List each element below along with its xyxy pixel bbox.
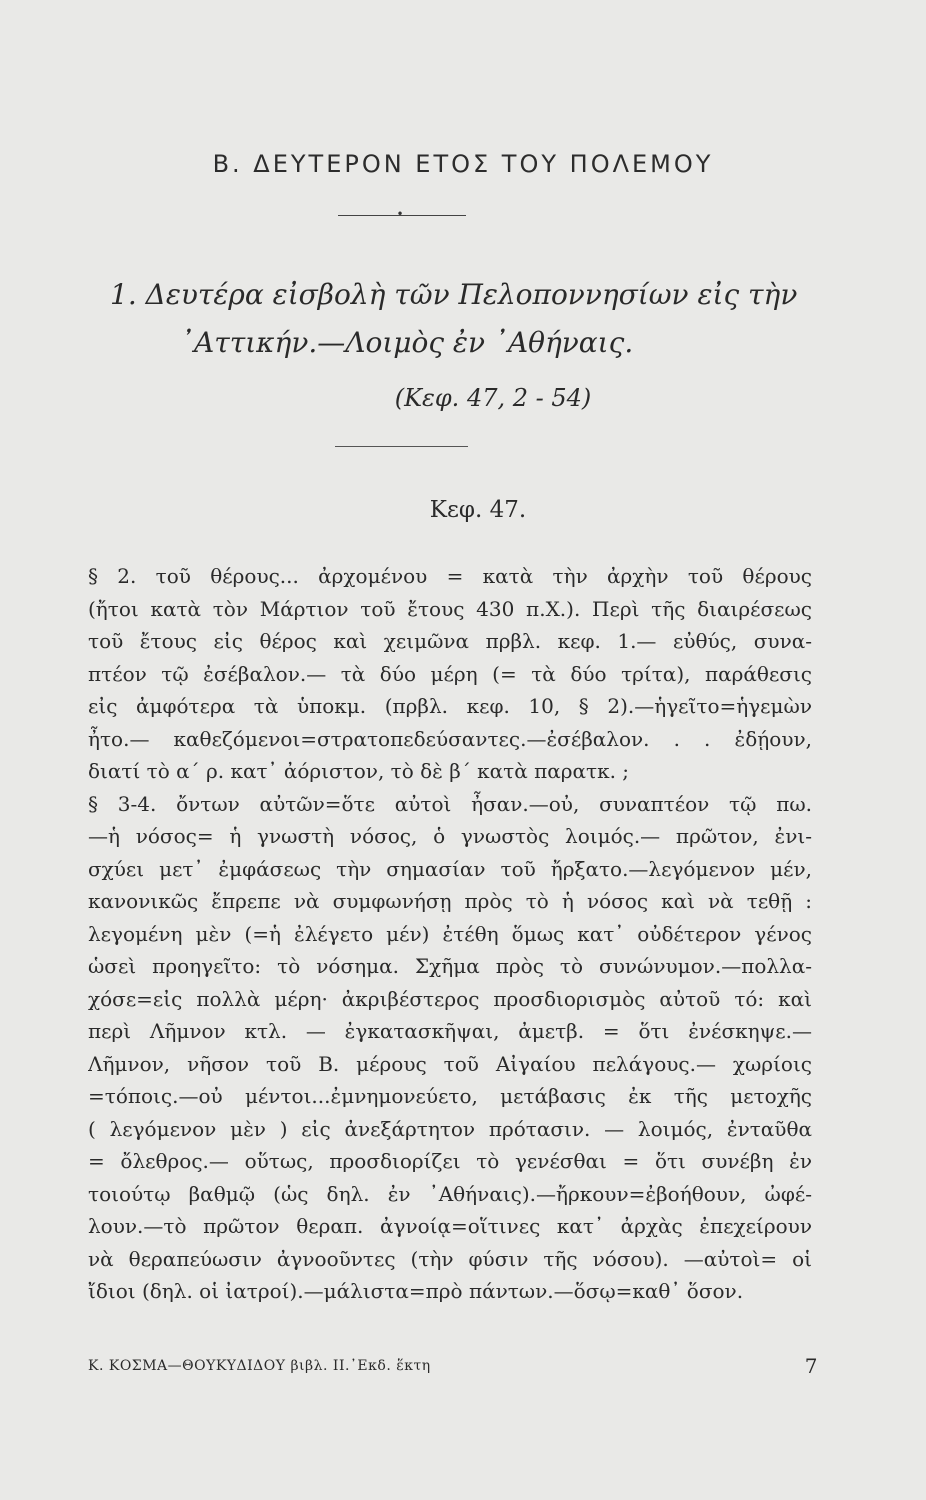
text-line: ἦτο.— καθεζόμενοι=στρατοπεδεύσαντες.—ἐσέβαλον. . . ἐδῄουν,: [88, 726, 812, 751]
chapter-number: Κεφ. 47.: [429, 497, 527, 523]
text-line: =τόποις.—οὐ μέντοι...ἐμνημονεύετο, μετάβασις ἐκ τῆς μετοχῆς: [88, 1084, 812, 1108]
text-line: τοῦ ἔτους εἰς θέρος καὶ χειμῶνα πρβλ. κεφ. 1.— εὐθύς, συνα-: [88, 629, 812, 653]
section-heading: Β. ΔΕΥΤΕΡΟΝ ΕΤΟΣ ΤΟΥ ΠΟΛΕΜΟΥ: [212, 150, 714, 178]
text-line: —ἡ νόσος= ἡ γνωστὴ νόσος, ὁ γνωστὸς λοιμός.— πρῶτον, ἐνι-: [88, 824, 812, 848]
footer-signature: Κ. ΚΟΣΜΑ—ΘΟΥΚΥΔΙΔΟΥ βιβλ. ΙΙ.᾿Εκδ. ἕκτη: [88, 1358, 431, 1374]
text-line: διατί τὸ α΄ ρ. κατ᾽ ἀόριστον, τὸ δὲ β΄ κατὰ παρατκ. ;: [88, 759, 630, 783]
text-line: κανονικῶς ἔπρεπε νὰ συμφωνήσῃ πρὸς τὸ ἡ νόσος καὶ νὰ τεθῇ :: [88, 889, 812, 913]
page-footer: [88, 1354, 818, 1378]
text-line: ἴδιοι (δηλ. οἱ ἰατροί).—μάλιστα=πρὸ πάντων.—ὅσῳ=καθ᾽ ὅσον.: [88, 1279, 744, 1303]
commentary-text: [88, 560, 812, 1308]
text-line: ὡσεὶ προηγεῖτο: τὸ νόσημα. Σχῆμα πρὸς τὸ συνώνυμον.—πολλα-: [88, 954, 812, 978]
ornament-dot: •: [396, 207, 404, 221]
text-line: λουν.—τὸ πρῶτον θεραπ. ἀγνοίᾳ=οἵτινες κατ᾽ ἀρχὰς ἐπεχείρουν: [88, 1214, 812, 1238]
divider-rule: [335, 446, 468, 447]
text-line: νὰ θεραπεύωσιν ἀγνοοῦντες (τὴν φύσιν τῆς νόσου). —αὐτοὶ= οἱ: [88, 1246, 812, 1271]
text-line: περὶ Λῆμνον κτλ. — ἐγκατασκῆψαι, ἀμετβ. = ὅτι ἐνέσκηψε.—: [88, 1019, 812, 1043]
chapter-title-line-2: ᾿Αττικήν.—Λοιμὸς ἐν ᾿Αθήναις.: [180, 326, 634, 359]
page-number: 7: [804, 1354, 818, 1378]
chapter-title-line-1: 1. Δευτέρα εἰσβολὴ τῶν Πελοποννησίων εἰς τὴν: [110, 278, 798, 311]
text-line: ( λεγόμενον μὲν ) εἰς ἀνεξάρτητον πρότασιν. — λοιμός, ἐνταῦθα: [88, 1116, 812, 1141]
text-line: χόσε=εἰς πολλὰ μέρη· ἀκριβέστερος προσδιορισμὸς αὐτοῦ τό: καὶ: [88, 986, 812, 1011]
text-line: § 2. τοῦ θέρους... ἀρχομένου = κατὰ τὴν ἀρχὴν τοῦ θέρους: [88, 564, 812, 588]
chapter-reference: (Κεφ. 47, 2 - 54): [394, 384, 592, 412]
text-line: εἰς ἀμφότερα τὰ ὑποκμ. (πρβλ. κεφ. 10, § 2).—ἡγεῖτο=ἡγεμὼν: [88, 694, 812, 718]
text-line: Λῆμνον, νῆσον τοῦ Β. μέρους τοῦ Αἰγαίου πελάγους.— χωρίοις: [88, 1051, 812, 1076]
text-line: σχύει μετ᾽ ἐμφάσεως τὴν σημασίαν τοῦ ἤρξατο.—λεγόμενον μέν,: [88, 856, 812, 881]
text-line: (ἤτοι κατὰ τὸν Μάρτιον τοῦ ἔτους 430 π.Χ.). Περὶ τῆς διαιρέσεως: [88, 596, 812, 621]
text-line: τοιούτῳ βαθμῷ (ὡς δηλ. ἐν ᾿Αθήναις).—ἤρκουν=ἐβοήθουν, ὠφέ-: [88, 1181, 812, 1206]
text-line: λεγομένη μὲν (=ἡ ἐλέγετο μέν) ἐτέθη ὅμως κατ᾽ οὐδέτερον γένος: [88, 921, 812, 946]
text-line: πτέον τῷ ἐσέβαλον.— τὰ δύο μέρη (= τὰ δύο τρίτα), παράθεσις: [88, 661, 812, 686]
text-line: § 3-4. ὄντων αὐτῶν=ὅτε αὐτοὶ ἦσαν.—οὐ, συναπτέον τῷ πω.: [88, 791, 812, 816]
text-line: = ὄλεθρος.— οὕτως, προσδιορίζει τὸ γενέσθαι = ὅτι συνέβη ἐν: [88, 1149, 812, 1173]
